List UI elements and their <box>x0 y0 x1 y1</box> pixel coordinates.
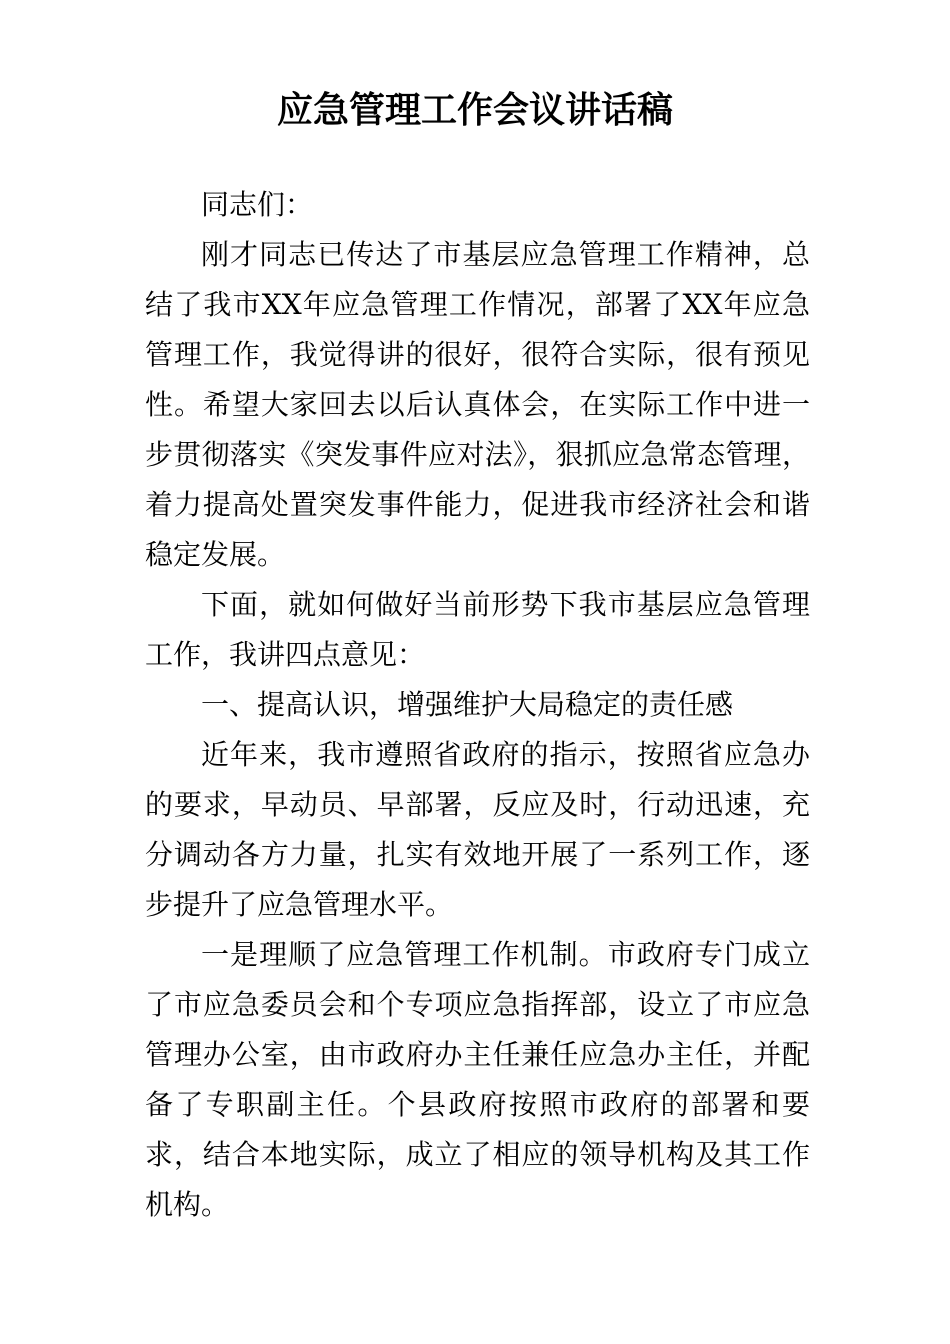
paragraph-salutation: 同志们： <box>201 188 314 221</box>
document-body <box>145 180 810 1230</box>
paragraph-intro: 刚才同志已传达了市基层应急管理工作精神，总结了我市XX年应急管理工作情况，部署了XX年应急管理工作，我觉得讲的很好，很符合实际，很有预见性。希望大家回去以后认真体会，在实际工作中进一步贯彻落实《突发事件应对法》，狠抓应急常态管理，着力提高处置突发事件能力，促进我市经济社会和谐稳定发展。 <box>145 238 810 571</box>
paragraph-outline: 下面，就如何做好当前形势下我市基层应急管理工作，我讲四点意见： <box>145 588 810 671</box>
document-title: 应急管理工作会议讲话稿 <box>276 90 673 131</box>
section-heading-1: 一、提高认识，增强维护大局稳定的责任感 <box>201 688 734 721</box>
paragraph-mechanism: 一是理顺了应急管理工作机制。市政府专门成立了市应急委员会和个专项应急指挥部，设立了市应急管理办公室，由市政府办主任兼任应急办主任，并配备了专职副主任。个县政府按照市政府的部署和要求，结合本地实际，成立了相应的领导机构及其工作机构。 <box>145 938 810 1221</box>
paragraph-progress: 近年来，我市遵照省政府的指示，按照省应急办的要求，早动员、早部署，反应及时，行动迅速，充分调动各方力量，扎实有效地开展了一系列工作，逐步提升了应急管理水平。 <box>145 738 810 921</box>
